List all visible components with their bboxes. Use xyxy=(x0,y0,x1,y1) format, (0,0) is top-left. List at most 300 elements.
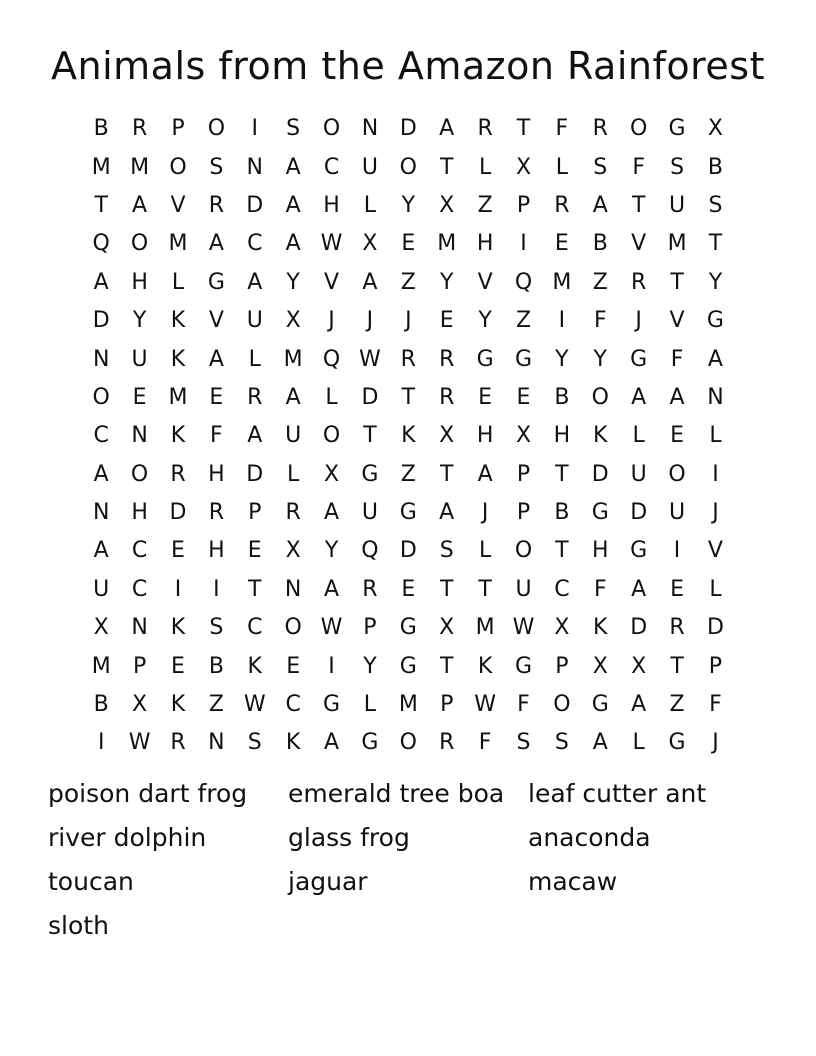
grid-letter[interactable]: L xyxy=(248,346,261,372)
grid-letter[interactable]: P xyxy=(708,653,723,679)
grid-letter[interactable]: V xyxy=(208,308,224,334)
grid-letter[interactable]: N xyxy=(284,576,302,602)
grid-letter[interactable]: A xyxy=(285,384,301,410)
grid-letter[interactable]: N xyxy=(92,346,110,372)
grid-letter[interactable]: F xyxy=(709,692,722,718)
grid-letter[interactable]: A xyxy=(439,116,455,142)
grid-letter[interactable]: K xyxy=(170,615,186,641)
grid-letter[interactable]: R xyxy=(631,269,647,295)
grid-letter[interactable]: R xyxy=(170,730,186,756)
grid-letter[interactable]: E xyxy=(516,384,531,410)
grid-letter[interactable]: Y xyxy=(363,653,377,679)
grid-letter[interactable]: V xyxy=(707,538,723,564)
grid-letter[interactable]: C xyxy=(285,692,301,718)
grid-letter[interactable]: O xyxy=(169,154,187,180)
grid-letter[interactable]: H xyxy=(208,461,225,487)
grid-letter[interactable]: E xyxy=(401,576,416,602)
grid-letter[interactable]: N xyxy=(92,500,110,526)
grid-letter[interactable]: D xyxy=(92,308,110,334)
grid-letter[interactable]: M xyxy=(398,692,418,718)
grid-letter[interactable]: A xyxy=(477,461,493,487)
grid-letter[interactable]: H xyxy=(553,423,571,449)
grid-letter[interactable]: X xyxy=(285,538,301,564)
grid-letter[interactable]: E xyxy=(247,538,262,564)
grid-letter[interactable]: O xyxy=(553,692,571,718)
grid-letter[interactable]: A xyxy=(362,269,378,295)
grid-letter[interactable]: H xyxy=(323,192,340,218)
grid-letter[interactable]: O xyxy=(630,116,648,142)
grid-letter[interactable]: S xyxy=(593,154,608,180)
grid-letter[interactable]: O xyxy=(284,615,302,641)
grid-letter[interactable]: W xyxy=(359,346,381,372)
grid-letter[interactable]: D xyxy=(591,461,609,487)
grid-letter[interactable]: S xyxy=(439,538,454,564)
grid-letter[interactable]: L xyxy=(632,730,645,756)
grid-letter[interactable]: Z xyxy=(477,192,493,218)
grid-letter[interactable]: N xyxy=(707,384,724,410)
grid-letter[interactable]: P xyxy=(516,500,531,526)
grid-letter[interactable]: M xyxy=(475,615,495,641)
grid-letter[interactable]: J xyxy=(481,500,489,526)
grid-letter[interactable]: L xyxy=(287,461,300,487)
grid-letter[interactable]: I xyxy=(174,576,182,602)
grid-letter[interactable]: Q xyxy=(514,269,533,295)
grid-letter[interactable]: G xyxy=(514,653,533,679)
grid-letter[interactable]: R xyxy=(285,500,301,526)
grid-letter[interactable]: E xyxy=(670,423,684,449)
grid-letter[interactable]: Z xyxy=(669,692,685,718)
grid-letter[interactable]: P xyxy=(516,461,531,487)
grid-letter[interactable]: X xyxy=(285,308,301,334)
grid-letter[interactable]: T xyxy=(670,653,684,679)
grid-letter[interactable]: F xyxy=(593,308,607,334)
grid-letter[interactable]: Q xyxy=(361,538,379,564)
grid-letter[interactable]: I xyxy=(251,116,258,142)
grid-letter[interactable]: B xyxy=(554,384,570,410)
grid-letter[interactable]: X xyxy=(93,615,109,641)
grid-letter[interactable]: R xyxy=(362,576,378,602)
grid-letter[interactable]: P xyxy=(132,653,147,679)
grid-letter[interactable]: A xyxy=(324,576,340,602)
grid-letter[interactable]: G xyxy=(361,730,379,756)
grid-letter[interactable]: K xyxy=(247,653,262,679)
grid-letter[interactable]: R xyxy=(208,500,225,526)
grid-letter[interactable]: O xyxy=(591,384,609,410)
grid-letter[interactable]: O xyxy=(399,154,417,180)
grid-letter[interactable]: M xyxy=(667,231,687,257)
grid-letter[interactable]: Y xyxy=(555,346,569,372)
grid-letter[interactable]: W xyxy=(243,692,266,718)
grid-row xyxy=(82,686,736,724)
grid-letter[interactable]: W xyxy=(512,615,535,641)
grid-letter[interactable]: F xyxy=(555,116,569,142)
grid-letter[interactable]: X xyxy=(439,615,455,641)
grid-letter[interactable]: X xyxy=(439,192,455,218)
grid-letter[interactable]: X xyxy=(592,653,608,679)
grid-letter[interactable]: M xyxy=(437,231,457,257)
grid-letter[interactable]: K xyxy=(285,730,301,756)
grid-letter[interactable]: L xyxy=(363,192,377,218)
grid-letter[interactable]: U xyxy=(630,461,647,487)
grid-letter[interactable]: W xyxy=(320,231,343,257)
grid-letter[interactable]: V xyxy=(170,192,186,218)
grid-letter[interactable]: F xyxy=(517,692,530,718)
grid-letter[interactable]: K xyxy=(170,346,186,372)
grid-letter[interactable]: G xyxy=(668,730,686,756)
grid-letter[interactable]: Q xyxy=(322,346,341,372)
grid-letter[interactable]: R xyxy=(554,192,570,218)
grid-letter[interactable]: M xyxy=(168,231,188,257)
grid-letter[interactable]: G xyxy=(399,653,417,679)
grid-letter[interactable]: H xyxy=(131,269,148,295)
grid-letter[interactable]: V xyxy=(324,269,340,295)
grid-letter[interactable]: L xyxy=(632,423,645,449)
grid-letter[interactable]: A xyxy=(93,538,109,564)
grid-letter[interactable]: R xyxy=(669,615,685,641)
grid-letter[interactable]: G xyxy=(514,346,533,372)
grid-letter[interactable]: Y xyxy=(324,538,339,564)
grid-letter[interactable]: G xyxy=(323,692,341,718)
grid-letter[interactable]: H xyxy=(476,231,494,257)
grid-letter[interactable]: L xyxy=(709,423,722,449)
grid-row xyxy=(82,609,736,647)
grid-letter[interactable]: N xyxy=(208,730,225,756)
grid-letter[interactable]: X xyxy=(515,154,532,180)
grid-letter[interactable]: L xyxy=(478,538,492,564)
grid-letter[interactable]: U xyxy=(285,423,302,449)
grid-letter[interactable]: S xyxy=(708,192,723,218)
grid-letter[interactable]: A xyxy=(93,269,109,295)
grid-letter[interactable]: A xyxy=(93,461,109,487)
grid-letter[interactable]: C xyxy=(323,154,340,180)
grid-letter[interactable]: J xyxy=(328,308,335,334)
grid-letter[interactable]: D xyxy=(169,500,187,526)
grid-letter[interactable]: M xyxy=(552,269,572,295)
grid-letter[interactable]: A xyxy=(631,576,647,602)
grid-letter[interactable]: U xyxy=(669,500,686,526)
grid-letter[interactable]: X xyxy=(631,653,647,679)
word-list-item: sloth xyxy=(48,911,109,940)
grid-letter[interactable]: B xyxy=(93,116,109,142)
grid-letter[interactable]: B xyxy=(592,231,608,257)
grid-letter[interactable]: O xyxy=(92,384,110,410)
grid-letter[interactable]: Y xyxy=(708,269,723,295)
grid-letter[interactable]: F xyxy=(670,346,684,372)
grid-letter[interactable]: Y xyxy=(478,308,492,334)
grid-letter[interactable]: B xyxy=(707,154,723,180)
grid-letter[interactable]: E xyxy=(401,231,416,257)
grid-letter[interactable]: R xyxy=(439,384,455,410)
grid-letter[interactable]: L xyxy=(363,692,377,718)
grid-letter[interactable]: P xyxy=(516,192,531,218)
grid-letter[interactable]: V xyxy=(477,269,493,295)
grid-letter[interactable]: X xyxy=(439,423,455,449)
grid-letter[interactable]: V xyxy=(631,231,647,257)
grid-letter[interactable]: D xyxy=(630,500,648,526)
grid-letter[interactable]: S xyxy=(670,154,685,180)
grid-letter[interactable]: T xyxy=(439,154,454,180)
grid-letter[interactable]: L xyxy=(555,154,569,180)
grid-letter[interactable]: D xyxy=(361,384,379,410)
grid-letter[interactable]: P xyxy=(248,500,262,526)
grid-letter[interactable]: I xyxy=(213,576,220,602)
grid-letter[interactable]: R xyxy=(170,461,186,487)
grid-letter[interactable]: G xyxy=(630,346,648,372)
grid-letter[interactable]: U xyxy=(246,308,263,334)
grid-letter[interactable]: K xyxy=(170,423,186,449)
grid-letter[interactable]: G xyxy=(399,500,417,526)
grid-letter[interactable]: I xyxy=(328,653,335,679)
grid-letter[interactable]: I xyxy=(712,461,719,487)
grid-letter[interactable]: G xyxy=(207,269,225,295)
grid-letter[interactable]: R xyxy=(400,346,416,372)
grid-letter[interactable]: C xyxy=(247,615,263,641)
grid-letter[interactable]: I xyxy=(97,730,105,756)
grid-letter[interactable]: Q xyxy=(92,231,110,257)
grid-letter[interactable]: G xyxy=(668,116,686,142)
grid-letter[interactable]: D xyxy=(399,116,417,142)
grid-letter[interactable]: X xyxy=(707,116,723,142)
grid-letter[interactable]: S xyxy=(554,730,569,756)
grid-letter[interactable]: T xyxy=(439,653,454,679)
grid-letter[interactable]: A xyxy=(592,192,608,218)
grid-letter[interactable]: T xyxy=(363,423,377,449)
grid-letter[interactable]: A xyxy=(132,192,148,218)
grid-letter[interactable]: U xyxy=(361,500,378,526)
grid-letter[interactable]: O xyxy=(668,461,686,487)
grid-letter[interactable]: S xyxy=(247,730,262,756)
grid-letter[interactable]: O xyxy=(130,461,149,487)
grid-letter[interactable]: R xyxy=(439,346,455,372)
grid-letter[interactable]: D xyxy=(246,461,264,487)
grid-letter[interactable]: W xyxy=(128,730,151,756)
grid-letter[interactable]: Z xyxy=(515,308,532,334)
grid-letter[interactable]: O xyxy=(207,116,226,142)
grid-letter[interactable]: E xyxy=(132,384,147,410)
grid-letter[interactable]: M xyxy=(130,154,150,180)
grid-letter[interactable]: C xyxy=(93,423,109,449)
grid-letter[interactable]: T xyxy=(631,192,646,218)
grid-letter[interactable]: G xyxy=(476,346,494,372)
grid-letter[interactable]: B xyxy=(208,653,224,679)
grid-letter[interactable]: H xyxy=(476,423,494,449)
grid-letter[interactable]: A xyxy=(324,730,340,756)
grid-letter[interactable]: P xyxy=(440,692,454,718)
grid-letter[interactable]: J xyxy=(712,730,719,756)
grid-letter[interactable]: A xyxy=(669,384,685,410)
grid-letter[interactable]: T xyxy=(439,576,454,602)
grid-row xyxy=(82,302,736,340)
grid-letter[interactable]: W xyxy=(474,692,496,718)
grid-letter[interactable]: K xyxy=(170,692,186,718)
grid-letter[interactable]: P xyxy=(363,615,377,641)
grid-letter[interactable]: O xyxy=(514,538,533,564)
grid-letter[interactable]: R xyxy=(592,116,608,142)
grid-letter[interactable]: T xyxy=(708,231,723,257)
grid-letter[interactable]: A xyxy=(285,231,301,257)
grid-letter[interactable]: I xyxy=(558,308,566,334)
grid-letter[interactable]: U xyxy=(131,346,148,372)
word-list-item: poison dart frog xyxy=(48,779,248,808)
grid-letter[interactable]: E xyxy=(286,653,301,679)
word-list-item: macaw xyxy=(528,867,618,896)
grid-letter[interactable]: L xyxy=(478,154,492,180)
grid-letter[interactable]: E xyxy=(478,384,493,410)
grid-letter[interactable]: G xyxy=(630,538,648,564)
grid-letter[interactable]: H xyxy=(208,538,225,564)
grid-letter[interactable]: N xyxy=(361,116,379,142)
grid-letter[interactable]: E xyxy=(439,308,454,334)
grid-letter[interactable]: T xyxy=(439,461,454,487)
grid-letter[interactable]: A xyxy=(707,346,723,372)
grid-letter[interactable]: W xyxy=(320,615,343,641)
grid-letter[interactable]: E xyxy=(670,576,684,602)
grid-letter[interactable]: A xyxy=(324,500,340,526)
grid-letter[interactable]: G xyxy=(591,692,609,718)
grid-letter[interactable]: S xyxy=(286,116,301,142)
grid-letter[interactable]: P xyxy=(171,116,185,142)
grid-letter[interactable]: G xyxy=(399,615,417,641)
grid-letter[interactable]: H xyxy=(592,538,609,564)
word-list-item: glass frog xyxy=(288,823,410,852)
grid-letter[interactable]: G xyxy=(706,308,724,334)
grid-letter[interactable]: U xyxy=(93,576,110,602)
grid-letter[interactable]: T xyxy=(516,116,531,142)
grid-letter[interactable]: F xyxy=(478,730,492,756)
grid-letter[interactable]: T xyxy=(478,576,492,602)
grid-letter[interactable]: T xyxy=(555,461,569,487)
grid-letter[interactable]: M xyxy=(283,346,303,372)
grid-letter[interactable]: G xyxy=(361,461,379,487)
grid-letter[interactable]: X xyxy=(515,423,532,449)
grid-letter[interactable]: L xyxy=(171,269,185,295)
grid-letter[interactable]: R xyxy=(439,730,455,756)
grid-letter[interactable]: K xyxy=(593,423,608,449)
grid-letter[interactable]: Y xyxy=(401,192,416,218)
grid-letter[interactable]: A xyxy=(285,154,301,180)
grid-letter[interactable]: U xyxy=(361,154,378,180)
grid-letter[interactable]: Z xyxy=(400,269,416,295)
grid-letter[interactable]: Y xyxy=(132,308,147,334)
grid-letter[interactable]: O xyxy=(322,423,341,449)
grid-row xyxy=(82,148,736,186)
grid-letter[interactable]: A xyxy=(247,269,263,295)
grid-letter[interactable]: B xyxy=(554,500,570,526)
grid-letter[interactable]: C xyxy=(247,231,263,257)
grid-letter[interactable]: M xyxy=(91,653,111,679)
grid-letter[interactable]: X xyxy=(554,615,570,641)
grid-letter[interactable]: I xyxy=(520,231,527,257)
grid-letter[interactable]: X xyxy=(132,692,148,718)
grid-letter[interactable]: M xyxy=(168,384,188,410)
grid-letter[interactable]: H xyxy=(131,500,148,526)
grid-letter[interactable]: J xyxy=(405,308,412,334)
grid-letter[interactable]: Y xyxy=(286,269,300,295)
grid-letter[interactable]: F xyxy=(632,154,645,180)
grid-letter[interactable]: L xyxy=(325,384,338,410)
grid-letter[interactable]: D xyxy=(630,615,648,641)
grid-letter[interactable]: J xyxy=(712,500,719,526)
grid-letter[interactable]: R xyxy=(131,116,148,142)
grid-letter[interactable]: I xyxy=(673,538,681,564)
grid-letter[interactable]: D xyxy=(246,192,264,218)
grid-letter[interactable]: P xyxy=(555,653,569,679)
grid-letter[interactable]: Z xyxy=(208,692,224,718)
grid-letter[interactable]: C xyxy=(131,576,148,602)
grid-letter[interactable]: A xyxy=(208,231,224,257)
grid-letter[interactable]: A xyxy=(592,730,608,756)
grid-letter[interactable]: Y xyxy=(439,269,454,295)
grid-row xyxy=(82,494,736,532)
grid-letter[interactable]: T xyxy=(94,192,108,218)
grid-row xyxy=(82,647,736,685)
grid-letter[interactable]: T xyxy=(555,538,569,564)
grid-letter[interactable]: B xyxy=(93,692,109,718)
grid-letter[interactable]: J xyxy=(635,308,642,334)
grid-letter[interactable]: J xyxy=(366,308,374,334)
grid-letter[interactable]: A xyxy=(631,384,647,410)
grid-letter[interactable]: N xyxy=(131,615,148,641)
grid-letter[interactable]: S xyxy=(516,730,531,756)
grid-letter[interactable]: Z xyxy=(592,269,608,295)
grid-letter[interactable]: L xyxy=(709,576,722,602)
grid-letter[interactable]: F xyxy=(210,423,223,449)
word-list-item: jaguar xyxy=(288,867,368,896)
grid-letter[interactable]: U xyxy=(669,192,686,218)
grid-letter[interactable]: F xyxy=(593,576,607,602)
grid-letter[interactable]: A xyxy=(439,500,455,526)
grid-letter[interactable]: T xyxy=(670,269,684,295)
grid-letter[interactable]: R xyxy=(208,192,225,218)
grid-letter[interactable]: E xyxy=(209,384,224,410)
grid-letter[interactable]: A xyxy=(247,423,263,449)
grid-letter[interactable]: E xyxy=(554,231,569,257)
grid-letter[interactable]: O xyxy=(322,116,341,142)
grid-letter[interactable]: T xyxy=(248,576,262,602)
grid-letter[interactable]: G xyxy=(591,500,609,526)
grid-letter[interactable]: E xyxy=(171,538,185,564)
grid-letter[interactable]: S xyxy=(209,615,224,641)
grid-letter[interactable]: O xyxy=(399,730,417,756)
grid-letter[interactable]: E xyxy=(171,653,185,679)
grid-letter[interactable]: A xyxy=(631,692,647,718)
grid-letter[interactable]: U xyxy=(515,576,532,602)
grid-letter[interactable]: N xyxy=(246,154,263,180)
grid-letter[interactable]: A xyxy=(208,346,224,372)
grid-letter[interactable]: K xyxy=(477,653,493,679)
grid-letter[interactable]: V xyxy=(669,308,685,334)
grid-letter[interactable]: K xyxy=(593,615,608,641)
grid-letter[interactable]: C xyxy=(554,576,570,602)
grid-letter[interactable]: D xyxy=(706,615,724,641)
grid-letter[interactable]: N xyxy=(131,423,148,449)
grid-letter[interactable]: C xyxy=(131,538,148,564)
grid-letter[interactable]: S xyxy=(209,154,224,180)
grid-letter[interactable]: T xyxy=(401,384,416,410)
grid-letter[interactable]: O xyxy=(130,231,149,257)
grid-letter[interactable]: R xyxy=(477,116,493,142)
grid-letter[interactable]: X xyxy=(362,231,378,257)
grid-letter[interactable]: K xyxy=(401,423,416,449)
grid-letter[interactable]: K xyxy=(170,308,186,334)
grid-letter[interactable]: X xyxy=(324,461,340,487)
grid-letter[interactable]: D xyxy=(399,538,417,564)
grid-letter[interactable]: M xyxy=(91,154,111,180)
grid-letter[interactable]: A xyxy=(285,192,301,218)
grid-letter[interactable]: Y xyxy=(593,346,607,372)
grid-letter[interactable]: R xyxy=(247,384,263,410)
grid-letter[interactable]: Z xyxy=(400,461,416,487)
